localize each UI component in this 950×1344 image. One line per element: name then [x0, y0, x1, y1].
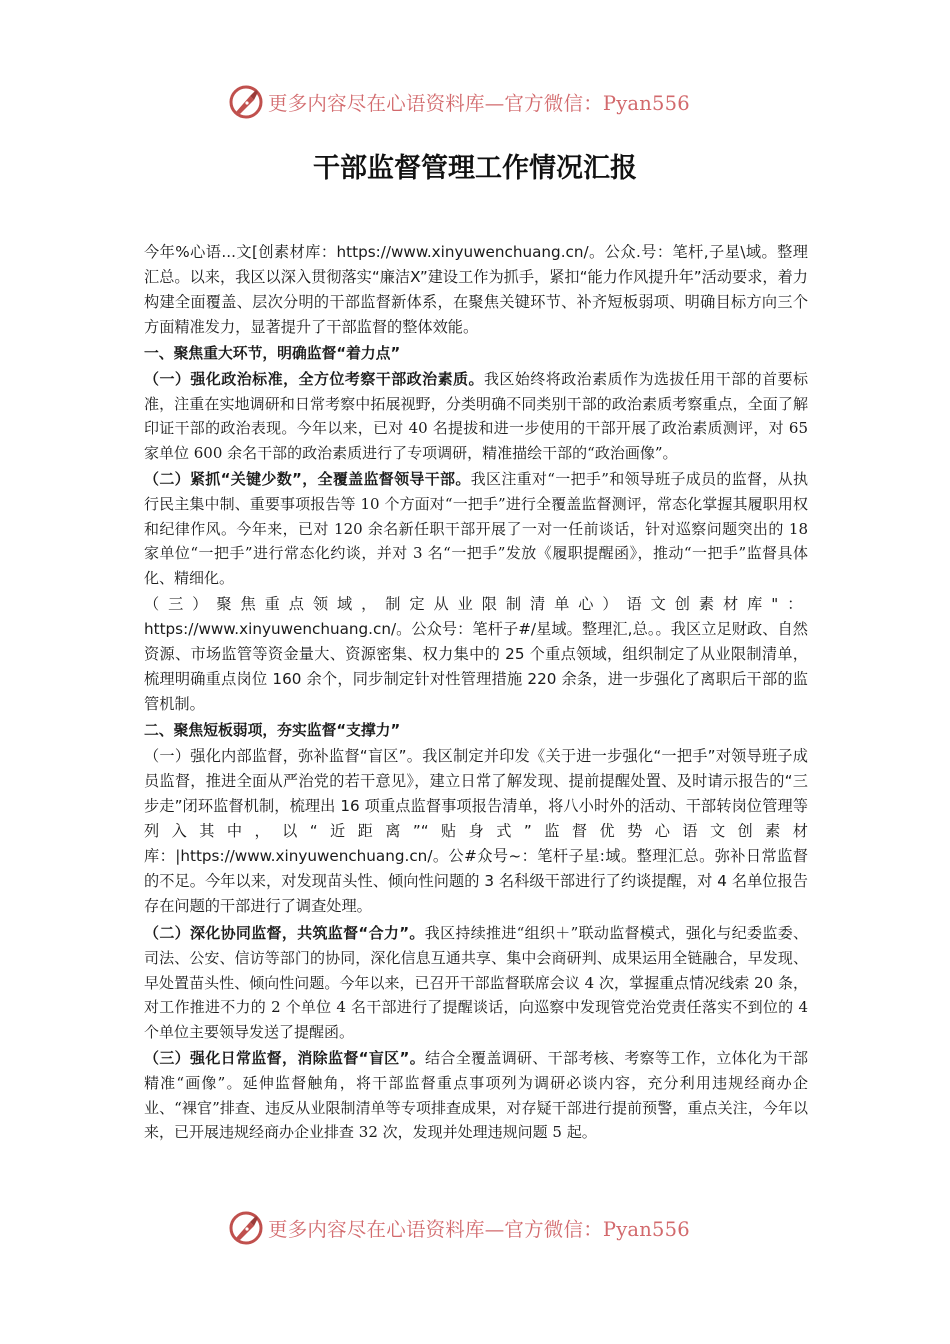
section-1-item-2	[144, 467, 808, 590]
item-lead: （一）强化政治标准，全方位考察干部政治素质。	[144, 370, 484, 388]
item-lead: （二）紧抓“关键少数”，全覆盖监督领导干部。	[144, 470, 471, 489]
section-2-heading: 二、聚焦短板弱项，夯实监督“支撑力”	[144, 722, 401, 740]
section-2-item-1	[144, 744, 808, 919]
document-title: 干部监督管理工作情况汇报	[313, 153, 637, 184]
item-text: 我区持续推进“组织＋”联动监督模式，强化与纪委监委、司法、公安、信访等部门的协同，深化信息互通共享、集中会商研判、成果运用全链融合，早发现、早处置苗头性、倾向性问题。今年以来，已召开干部监督联席会议 4 次，掌握重点情况线索 20 条，对工作推进不力的 2 个单位 4 名干部进行了提醒谈话，向巡察中发现管党治党责任落实不到位的 4 个单位主要领导发送了提醒函。	[144, 924, 809, 1041]
item-text: 结合全覆盖调研、干部考核、考察等工作，立体化为干部精准“画像”。延伸监督触角，将干部监督重点事项列为调研必谈内容，充分利用违规经商办企业、“裸官”排查、违反从业限制清单等专项排查成果，对存疑干部进行提前预警，重点关注，今年以来，已开展违规经商办企业排查 32 次，发现并处理违规问题 5 起。	[144, 1049, 808, 1142]
watermark-banner-top[interactable]	[228, 82, 728, 122]
item-text: https://www.xinyuwenchuang.cn/。公众号：笔杆子#/星域。整理汇,总。。我区立足财政、自然资源、市场监管等资金量大、资源密集、权力集中的 25 个重点领域，组织制定了从业限制清单，梳理明确重点岗位 160 余个，同步制定针对性管理措施 220 余条，进一步强化了离职后干部的监管机制。	[144, 620, 808, 714]
item-text: 我区始终将政治素质作为选拔任用干部的首要标准，注重在实地调研和日常考察中拓展视野，分类明确不同类别干部的政治素质考察重点，全面了解印证干部的政治表现。今年以来，已对 40 名提拔和进一步使用的干部开展了政治素质测评，对 65 家单位 600 余名干部的政治素质进行了专项调研，精准描绘干部的“政治画像”。	[144, 370, 808, 462]
item-lead: （三）强化日常监督，消除监督“盲区”。	[144, 1049, 426, 1068]
watermark-text: 更多内容尽在心语资料库—官方微信：Pyan556	[268, 92, 690, 115]
section-1-item-3	[144, 592, 808, 717]
watermark-text: 更多内容尽在心语资料库—官方微信：Pyan556	[268, 1218, 690, 1241]
section-1-item-1	[144, 367, 808, 465]
item-text: （一）强化内部监督，弥补监督“盲区”。我区制定并印发《关于进一步强化“一把手”对领导班子成员监督，推进全面从严治党的若干意见》，建立日常了解发现、提前提醒处置、及时请示报告的“三步走”闭环监督机制，梳理出 16 项重点监督事项报告清单，将八小时外的活动、干部转岗位管理等列入其中，以“近距离”“贴身式”监督优势心语文创素材库：|https://www.xinyuwenchuang.cn/。公#众号~：笔杆子星:域。整理汇总。弥补日常监督的不足。今年以来，对发现苗头性、倾向性问题的 3 名科级干部进行了约谈提醒，对 4 名单位报告存在问题的干部进行了调查处理。	[144, 747, 808, 916]
item-lead: （三）聚焦重点领域，制定从业限制清单心）语文创素材库"：	[144, 595, 808, 614]
pen-nib-logo-icon	[228, 84, 264, 120]
section-2-item-2	[144, 921, 808, 1044]
pen-nib-logo-icon	[228, 1210, 264, 1246]
section-2-item-3	[144, 1046, 808, 1144]
intro-paragraph: 今年%心语...文[创素材库：https://www.xinyuwenchuang.cn/。公众.号：笔杆,子星\域。整理汇总。以来，我区以深入贯彻落实“廉洁X”建设工作为抓手，紧扣“能力作风提升年”活动要求，着力构建全面覆盖、层次分明的干部监督新体系，在聚焦关键环节、补齐短板弱项、明确目标方向三个方面精准发力，显著提升了干部监督的整体效能。	[144, 243, 808, 336]
section-1-heading: 一、聚焦重大环节，明确监督“着力点”	[144, 345, 401, 362]
item-lead: （二）深化协同监督，共筑监督“合力”。	[144, 924, 425, 943]
document-body	[144, 240, 808, 1147]
item-text: 我区注重对“一把手”和领导班子成员的监督，从执行民主集中制、重要事项报告等 10 个方面对“一把手”进行全覆盖监督测评，常态化掌握其履职用权和纪律作风。今年来，已对 120 余名新任职干部开展了一对一任前谈话，针对巡察问题突出的 18 家单位“一把手”进行常态化约谈，并对 3 名“一把手”发放《履职提醒函》，推动“一把手”监督具体化、精细化。	[144, 470, 808, 587]
watermark-banner-bottom[interactable]	[228, 1208, 728, 1248]
